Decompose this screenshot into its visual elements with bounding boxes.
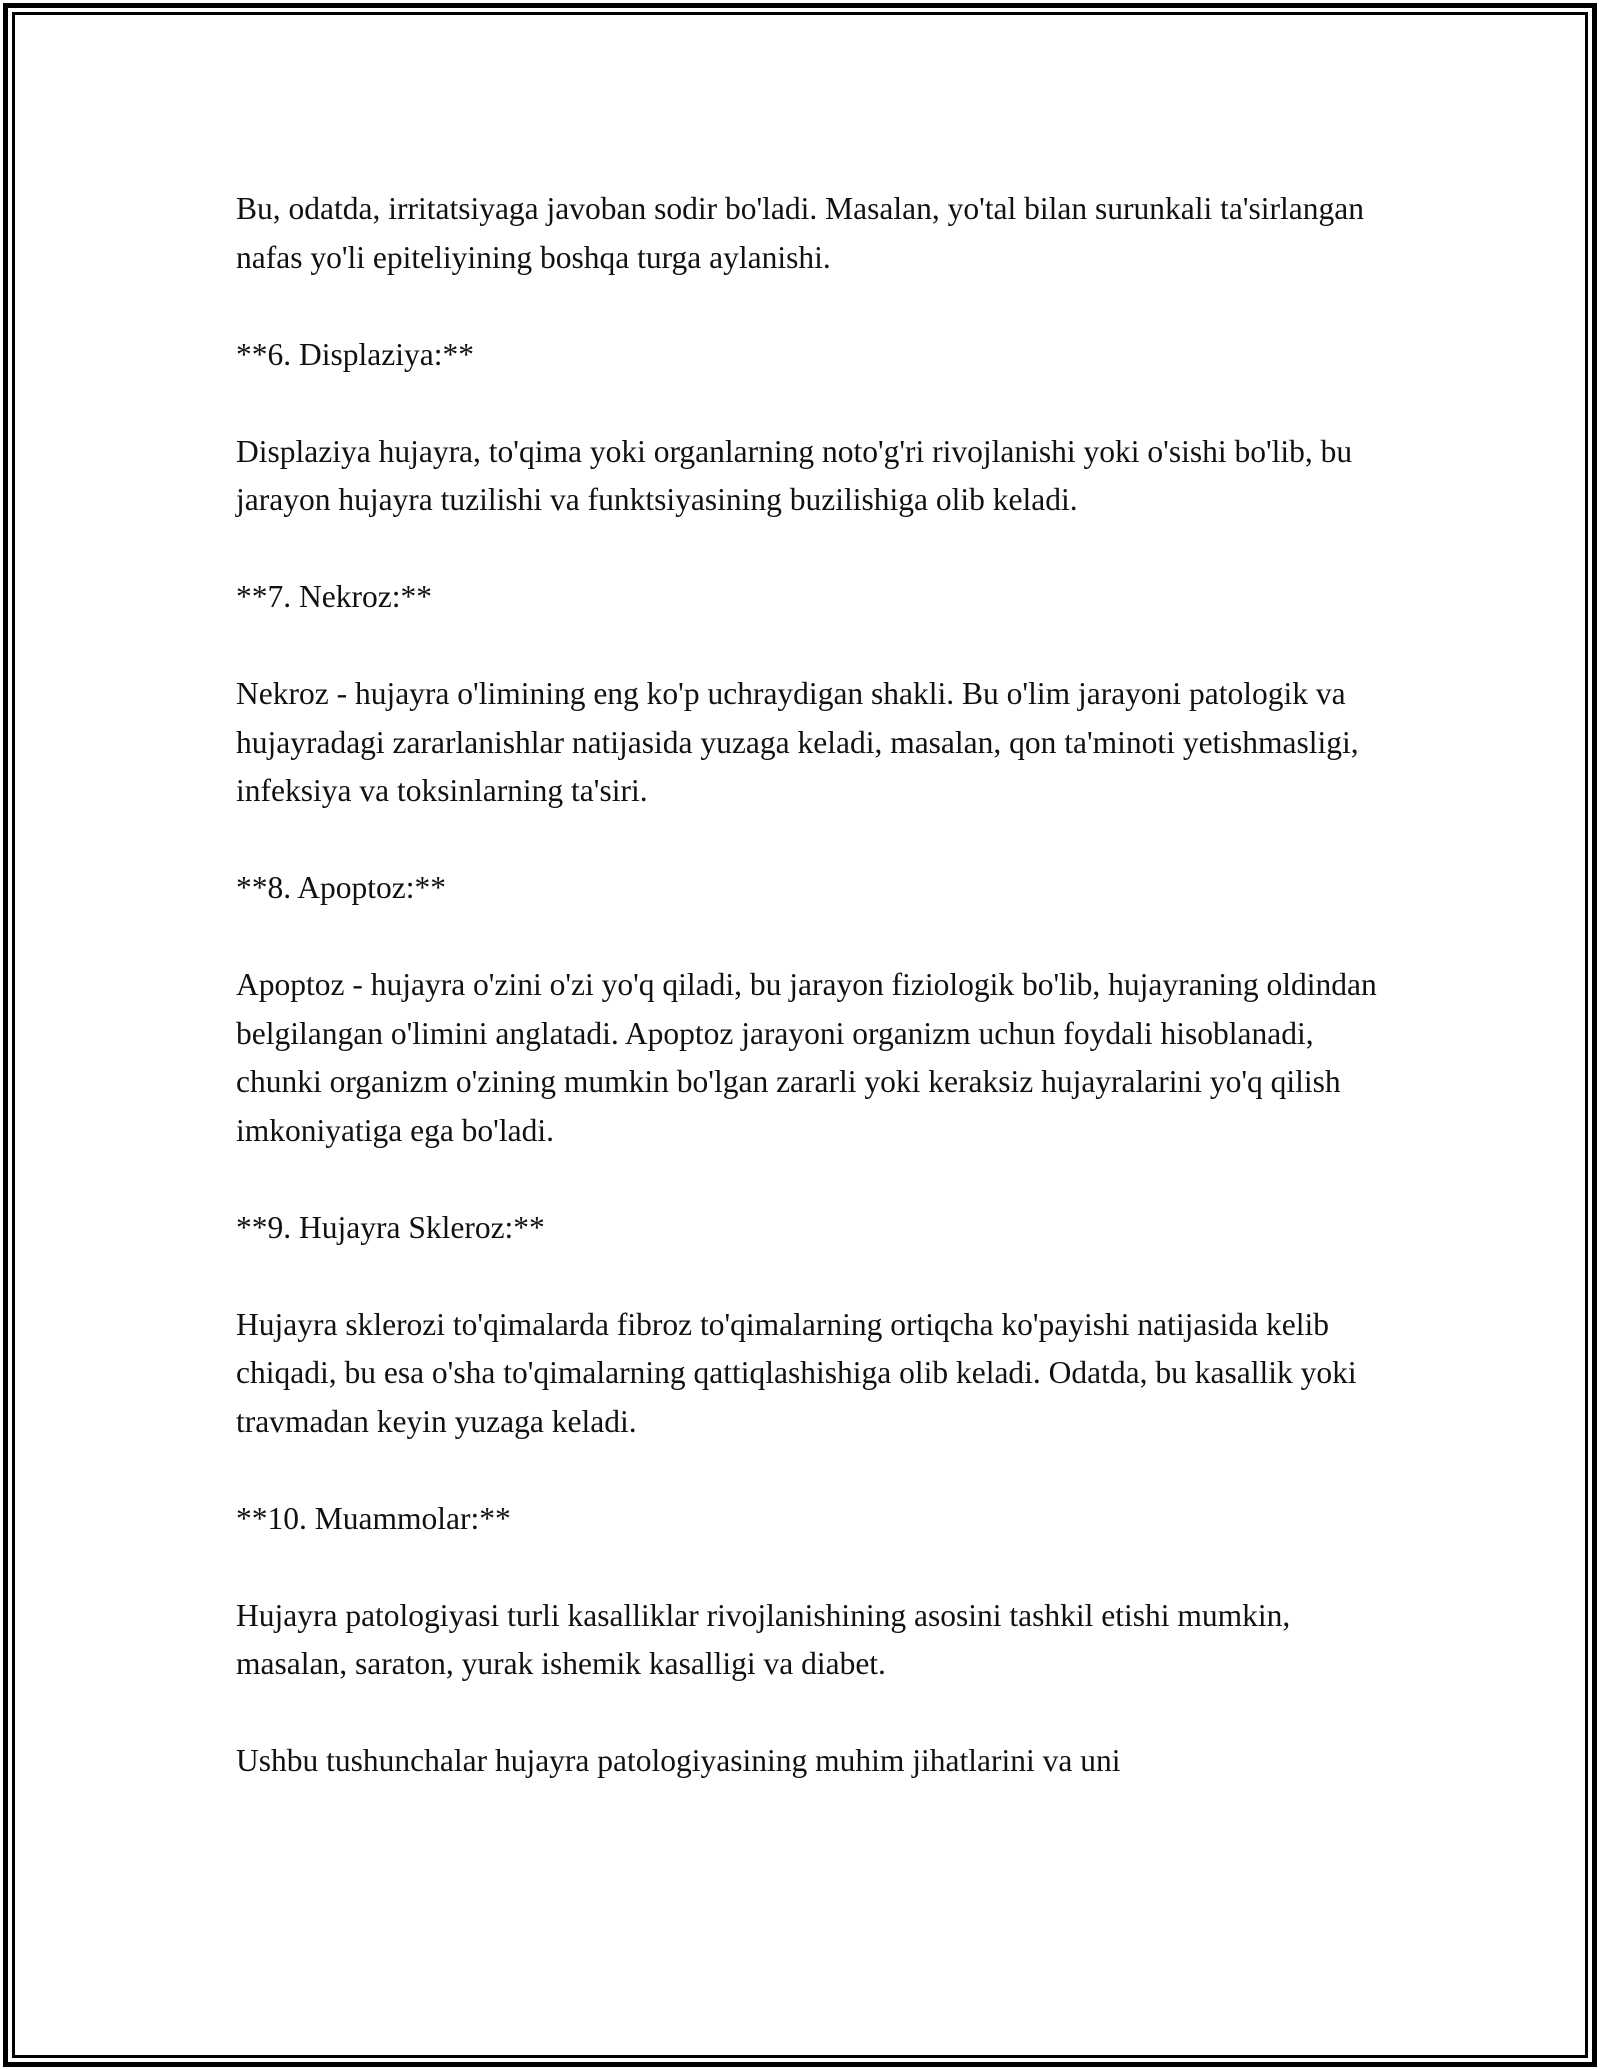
paragraph-muammolar: Hujayra patologiyasi turli kasalliklar rivojlanishining asosini tashkil etishi mumkin, masalan, saraton, yurak ishemik kasalligi va diabet.: [236, 1597, 1291, 1681]
document-body: [236, 185, 1386, 1834]
heading-nekroz: **7. Nekroz:**: [236, 579, 432, 614]
paragraph-metaplaziya-continuation: Bu, odatda, irritatsiyaga javoban sodir bo'ladi. Masalan, yo'tal bilan surunkali ta'sirlangan nafas yo'li epiteliyining boshqa turga aylanishi.: [236, 191, 1365, 275]
heading-displaziya: **6. Displaziya:**: [236, 336, 474, 372]
paragraph-apoptoz: Apoptoz - hujayra o'zini o'zi yo'q qiladi, bu jarayon fiziologik bo'lib, hujayraning oldindan belgilangan o'limini anglatadi. Apoptoz jarayoni organizm uchun foydali hisoblanadi, chunki organizm o'zining mumkin bo'lgan zararli yoki keraksiz hujayralarini yo'q qilish imkoniyatiga ega bo'ladi.: [236, 967, 1377, 1148]
paragraph-displaziya: Displaziya hujayra, to'qima yoki organlarning noto'g'ri rivojlanishi yoki o'sishi bo'lib, bu jarayon hujayra tuzilishi va funktsiyasining buzilishiga olib keladi.: [236, 433, 1353, 517]
paragraph-nekroz: Nekroz - hujayra o'limining eng ko'p uchraydigan shakli. Bu o'lim jarayoni patologik va hujayradagi zararlanishlar natijasida yuzaga keladi, masalan, qon ta'minoti yetishmasligi, infeksiya va toksinlarning ta'siri.: [236, 676, 1359, 808]
heading-hujayra-skleroz: **9. Hujayra Skleroz:**: [236, 1209, 545, 1245]
heading-apoptoz: **8. Apoptoz:**: [236, 870, 446, 905]
paragraph-hujayra-skleroz: Hujayra sklerozi to'qimalarda fibroz to'qimalarning ortiqcha ko'payishi natijasida kelib chiqadi, bu esa o'sha to'qimalarning qattiqlashishiga olib keladi. Odatda, bu kasallik yoki travmadan keyin yuzaga keladi.: [236, 1306, 1357, 1439]
paragraph-conclusion: Ushbu tushunchalar hujayra patologiyasining muhim jihatlarini va uni: [236, 1743, 1121, 1778]
heading-muammolar: **10. Muammolar:**: [236, 1500, 511, 1536]
